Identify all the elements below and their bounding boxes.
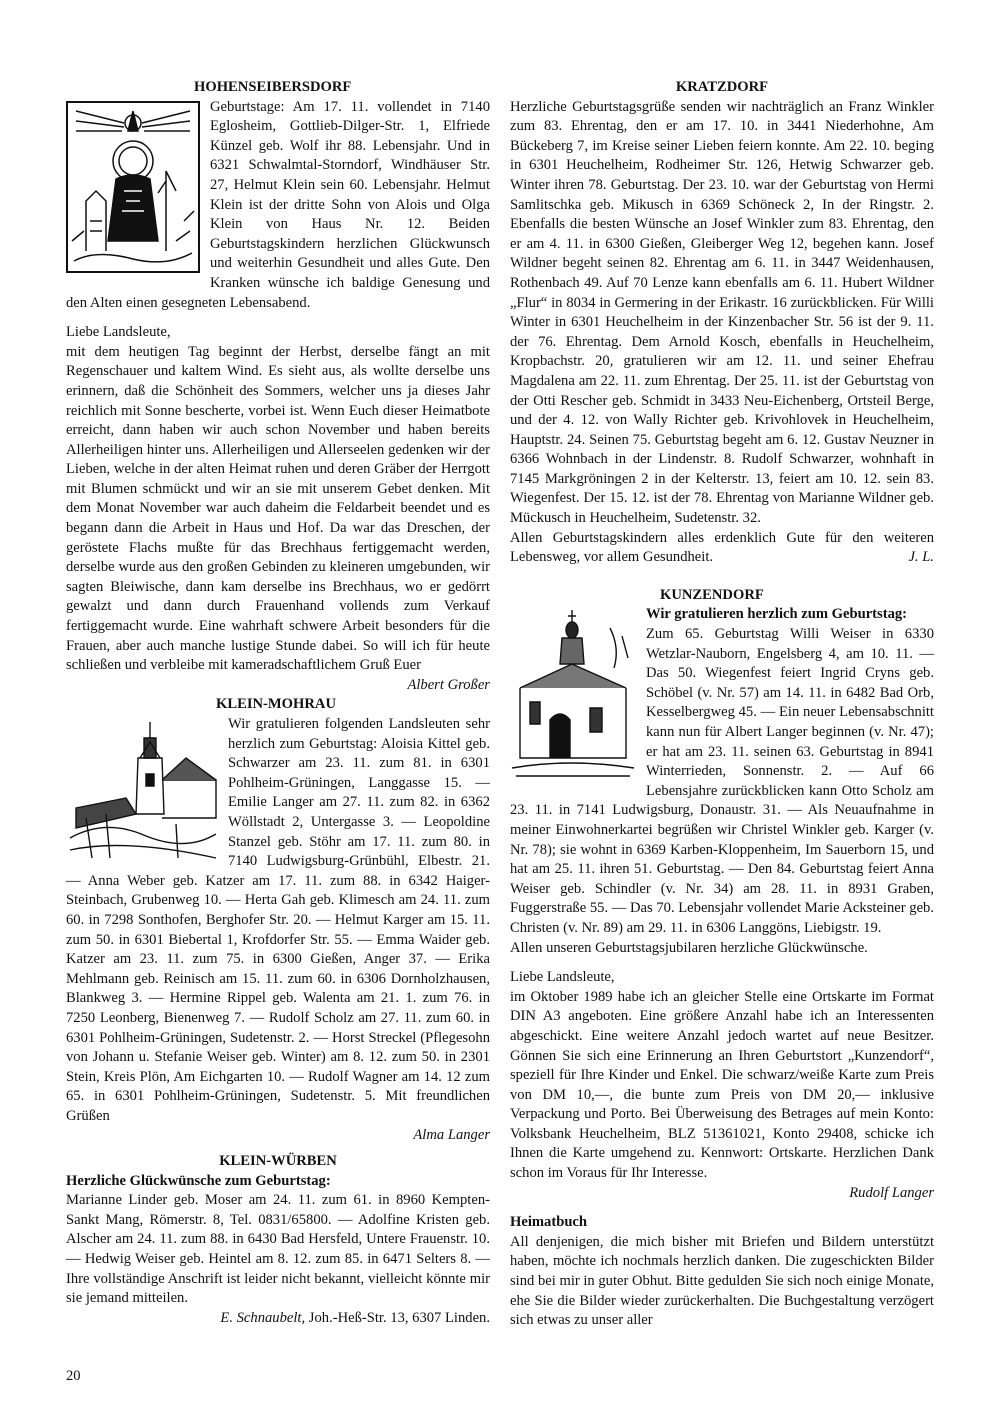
village-church-sketch-icon (66, 718, 218, 868)
klein-mohrau-birthdays: Wir gratulieren folgenden Landsleuten sehr herzlich zum Geburtstag: Aloisia Kittel geb. Schwarzer am 23. 11. zum 81. in 6301 Pohlheim-Grüningen, Langgasse 15. — Emilie Langer am 27. 11. zum 82. in 6362 Wöllstadt 2, Untergasse 3. — Leopoldine Stanzel geb. Stöhr am 17. 11. zum 80. in 7140 Ludwigsburg-Grünbühl, Elbestr. 21. — Anna Weber geb. Katzer am 17. 11. zum 88. in 6342 Haiger-Steinbach, Grubenweg 10. — Herta Gah geb. Klimesch am 24. 11. zum 60. in 7298 Sonthofen, Berghofer Str. 20. — Helmut Karger am 15. 11. zum 50. in 6301 Biebertal 1, Krofdorfer Str. 55. — Emma Waider geb. Katzer am 23. 11. zum 75. in 6300 Gießen, Anger 37. — Erika Mehlmann geb. Reinisch am 15. 11. zum 60. in 6306 Dornholzhausen, Blankweg 3. — Hermine Rippel geb. Walenta am 21. 1. zum 76. in 7250 Leonberg, Bienenweg 7. — Rudolf Scholz am 27. 11. zum 60. in 6301 Pohlheim-Grüningen, Sudetenstr. 2. — Horst Streckel (Pflegesohn von Johann u. Stefanie Weiser geb. Winter) am 8. 12. zum 50. in 2301 Stein, Kreis Plön, Am Eichgarten 10. — Rudolf Wagner am 14. 12 zum 65. in 6301 Pohlheim-Grüningen, Sudetenstr. 5. Mit freundlichen Grüßen (66, 716, 490, 1124)
section-title-klein-wuerben: KLEIN-WÜRBEN (219, 1153, 337, 1170)
woodcut-saint-illustration-icon (66, 101, 200, 273)
kunzendorf-chapel-sketch-icon (510, 608, 636, 780)
kunzendorf-birthdays: Zum 65. Geburtstag Willi Weiser in 6330 Wetzlar-Nauborn, Engelsberg 4, am 10. 11. — Das 50. Wiegenfest feiert Ingrid Cryns geb. Schöbel (v. Nr. 57) am 14. 11. in 6482 Bad Orb, Kesselbergweg 45. — Ein neuer Lebensabschnitt kann nun für Albert Langer beginnen (v. Nr. 47); er hat am 23. 11. seinen 63. Geburtstag in 8941 Winterrieden, Sonnenstr. 2. — Auf 66 Lebensjahre zurückblicken kann Otto Scholz am 23. 11. in 7141 Ludwigsburg, Donaustr. 31. — Als Neuaufnahme in meiner Einwohnerkartei begrüßen wir Christel Winkler geb. Karger (v. Nr. 78); sie wohnt in 6369 Karben-Kloppenheim, Im Sauerborn 15, und hat am 25. 11. ihren 51. Geburtstag. — Den 84. Geburtstag feiert Anna Weiser geb. Schindler (v. Nr. 34) am 28. 11. in 8931 Graben, Fuggerstraße 55. — Das 70. Lebensjahr vollendet Marie Acksteiner geb. Christen (v. Nr. 89) am 29. 11. in 6306 Langgöns, Liebigstr. 19. (510, 626, 934, 936)
kratzdorf-signature: J. L. (908, 549, 934, 566)
page-number: 20 (66, 1368, 81, 1384)
section-title-kratzdorf: KRATZDORF (675, 79, 769, 95)
hohenseibersdorf-letter: mit dem heutigen Tag beginnt der Herbst, derselbe fängt an mit Regenschauer und kaltem Wind. Es sieht aus, als wollte derselbe uns erinnern, daß die Schönheit des Sommers, welcher uns ja dieses Jahr reichlich mit Sonne bescherte, vorbei ist. Wenn Euch dieser Heimatbote erreicht, dann haben wir auch schon November und haben bereits Allerheiligen hinter uns. Allerheiligen und Allerseelen gedenken wir der Lieben, welche in der alten Heimat ruhen und deren Gräber der Herrgott mit Blumen schmückt und wir an sie mit unserem Gebet denken. Mit dem Monat November war auch daheim die Feldarbeit beendet und es begann dann die Arbeit in Haus und Hof. Da war das Dreschen, der geröstete Flachs mußte für das Brechhaus fertiggemacht werden, derselbe wurde aus den großen Gebinden zu kleineren umgebunden, wir sagten Bleiwische, dann kam derselbe ins Brechhaus, wo er gedörrt gewalzt und dann durch Frauenhand vollends zum Verkauf fertiggemacht wurde. Eine wahrhaft schwere Arbeit besonders für die Frauen, aber auch manche lustige Stunde dabei. So will ich für heute schließen und verbleibe mit kameradschaftlichem Gruß Euer (66, 343, 490, 674)
kunzendorf-greeting: Liebe Landsleute, (510, 969, 615, 986)
kunzendorf-letter: im Oktober 1989 habe ich an gleicher Stelle eine Ortskarte im Format DIN A3 angeboten. Eine größere Anzahl habe ich an Interessenten abgeschickt. Eine weitere Anzahl jedoch wartet auf neue Besitzer. Gönnen Sie sich eine Erinnerung an Ihren Geburtstort „Kunzendorf“, speziell für Ihre Kinder und Enkel. Die schwarz/weiße Karte zum Preis von DM 10,—, die bunte zum Preis von DM 20,— inklusive Verpackung und Porto. Bei Überweisung des Betrages auf mein Konto: Volksbank Heuchelheim, BLZ 51361021, Konto 29408, schicke ich Ihnen die Karte umgehend zu. Kennwort: Ortskarte. Herzlichen Dank schon im Voraus für Ihr Interesse. (510, 988, 934, 1182)
left-column (66, 78, 490, 1328)
kratzdorf-birthdays: Herzliche Geburtstagsgrüße senden wir nachträglich an Franz Winkler zum 83. Ehrentag, den er am 17. 10. in 3441 Niederhohne, Am Bückeberg 7, im Kreise seiner Lieben feiern konnte. Am 22. 10. beging in 6301 Heuchelheim, Rodheimer Str. 126, Hetwig Schwarzer geb. Winter ihren 78. Geburtstag. Der 23. 10. war der Geburtstag von Hermi Samlitschka geb. Mikusch in 6369 Schöneck 2, In der Ringstr. 2. Ebenfalls die besten Wünsche an Josef Winkler zum 83. Ehrentag, den er am 4. 11. in 6300 Gießen, Gleiberger Weg 12, begehen kann. Josef Wildner begeht seinen 82. Ehrentag am 6. 11. in 3447 Weidenhausen, Rothenbach 49. Auf 70 Lenze kann ebenfalls am 6. 11. Hubert Wildner „Flur“ in 8034 in Germering in der Erikastr. 16 zurückblicken. Für Willi Winter in 6301 Heuchelheim in der Kinzenbacher Str. 56 ist der 9. 11. der 76. Ehrentag. Dem Arnold Kosch, ebenfalls in Heuchelheim, Kropbachstr. 20, gratulieren wir am 12. 11. und seiner Ehefrau Magdalena am 22. 11. zum Ehrentag. Der 25. 11. ist der Geburtstag von der Otti Rescher geb. Schmidt in 3433 Neu-Eichenberg, Ortsteil Berge, und der 4. 12. von Wally Richter geb. Krivohlovek in Heuchelheim, Hauptstr. 24. Seinen 75. Geburtstag begeht am 6. 12. Gustav Neuzner in 6366 Wohnbach in der Lindenstr. 8. Rudolf Schwarzer, wohnhaft in 7145 Markgröningen 2 in der Kelterstr. 13, feiert am 10. 12. sein 83. Wiegenfest. Der 15. 12. ist der 78. Ehrentag von Marianne Wildner geb. Mückusch in Heuchelheim, Sudetenstr. 32. (510, 98, 934, 527)
hohenseibersdorf-birthdays: Geburtstage: Am 17. 11. vollendet in 7140 Eglosheim, Gottlieb-Dilger-Str. 1, Elfriede Künzel geb. Wolf ihr 88. Lebensjahr. Und in 6321 Schwalmtal-Storndorf, Windhäuser Str. 27, Helmut Klein sein 60. Lebensjahr. Helmut Klein ist der dritte Sohn von Alois und Olga Klein von Haus Nr. 12. Beiden Geburtstagskindern herzlichen Glückwunsch und weiterhin Gesundheit und alles Gute. Den Kranken wünsche ich baldige Genesung und den Alten einen gesegneten Lebensabend. (66, 98, 490, 311)
heimatbuch-text: All denjenigen, die mich bisher mit Briefen und Bildern unterstützt haben, möchte ich nochmals herzlich danken. Die zugeschickten Bilder sind bei mir in guter Obhut. Bitte gedulden Sie sich noch einige Monate, ehe Sie die Bilder wieder zurückerhalten. Die Buchgestaltung verzögert sich etwas zu unser aller (510, 1233, 934, 1329)
kunzendorf-signature: Rudolf Langer (849, 1184, 934, 1201)
right-column (510, 78, 934, 1331)
klein-wuerben-signature: E. Schnaubelt, (220, 1309, 306, 1326)
heimatbuch-title: Heimatbuch (510, 1214, 588, 1231)
kunzendorf-subtitle: Wir gratulieren herzlich zum Geburtstag: (646, 606, 908, 623)
hohenseibersdorf-signature: Albert Großer (407, 676, 490, 693)
klein-wuerben-birthdays: Marianne Linder geb. Moser am 24. 11. zum 61. in 8960 Kempten-Sankt Mang, Römerstr. 8, Tel. 0831/65800. — Adolfine Kristen geb. Alscher am 24. 11. zum 88. in 6430 Bad Hersfeld, Untere Frauenstr. 10. — Hedwig Weiser geb. Heintel am 8. 12. zum 85. in 6471 Selters 8. — Ihre vollständige Anschrift ist leider nicht bekannt, vielleicht könnte mir sie jemand mitteilen. (66, 1192, 490, 1307)
section-title-hohenseibersdorf: HOHENSEIBERSDORF (194, 79, 352, 95)
hohenseibersdorf-greeting: Liebe Landsleute, (66, 324, 171, 341)
klein-wuerben-signature-address: Joh.-Heß-Str. 13, 6307 Linden. (308, 1309, 490, 1326)
section-title-klein-mohrau: KLEIN-MOHRAU (216, 696, 336, 713)
kunzendorf-closing: Allen unseren Geburtstagsjubilaren herzliche Glückwünsche. (510, 939, 868, 956)
klein-mohrau-signature: Alma Langer (413, 1127, 490, 1144)
klein-wuerben-subtitle: Herzliche Glückwünsche zum Geburtstag: (66, 1172, 331, 1189)
section-title-kunzendorf: KUNZENDORF (660, 586, 764, 603)
kratzdorf-closing: Allen Geburtstagskindern alles erdenklich Gute für den weiteren Lebensweg, vor allem Gesundheit. (510, 529, 934, 566)
